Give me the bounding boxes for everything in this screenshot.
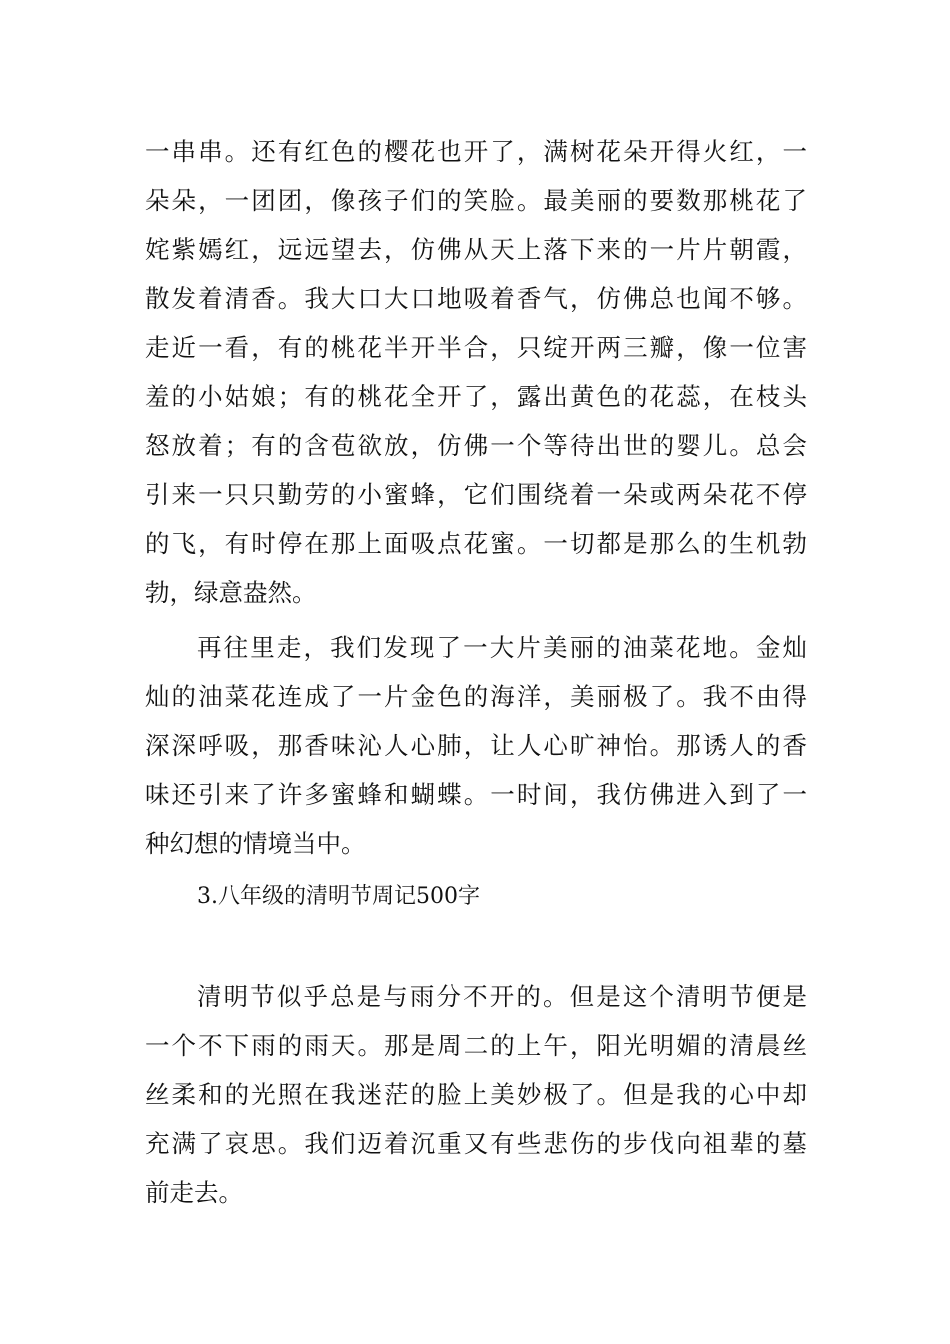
paragraph-line: 清明节似乎总是与雨分不开的。但是这个清明节便是 (197, 982, 807, 1011)
paragraph-line: 散发着清香。我大口大口地吸着香气，仿佛总也闻不够。 (145, 284, 807, 313)
paragraph-line: 的飞，有时停在那上面吸点花蜜。一切都是那么的生机勃 (145, 529, 807, 558)
paragraph-line: 丝柔和的光照在我迷茫的脸上美妙极了。但是我的心中却 (145, 1080, 807, 1109)
paragraph-line: 走近一看，有的桃花半开半合，只绽开两三瓣，像一位害 (145, 333, 807, 362)
section-heading: 3.八年级的清明节周记500字 (197, 884, 480, 909)
paragraph-line: 勃，绿意盎然。 (145, 578, 317, 607)
paragraph-line: 深深呼吸，那香味沁人心肺，让人心旷神怡。那诱人的香 (145, 731, 807, 760)
paragraph-line: 怒放着；有的含苞欲放，仿佛一个等待出世的婴儿。总会 (145, 431, 807, 460)
paragraph-line: 灿的油菜花连成了一片金色的海洋，美丽极了。我不由得 (145, 682, 807, 711)
paragraph-line: 充满了哀思。我们迈着沉重又有些悲伤的步伐向祖辈的墓 (145, 1129, 807, 1158)
paragraph-line: 一个不下雨的雨天。那是周二的上午，阳光明媚的清晨丝 (145, 1031, 807, 1060)
paragraph-line: 一串串。还有红色的樱花也开了，满树花朵开得火红，一 (145, 137, 807, 166)
paragraph-line: 再往里走，我们发现了一大片美丽的油菜花地。金灿 (197, 633, 807, 662)
paragraph-line: 羞的小姑娘；有的桃花全开了，露出黄色的花蕊，在枝头 (145, 382, 807, 411)
paragraph-line: 引来一只只勤劳的小蜜蜂，它们围绕着一朵或两朵花不停 (145, 480, 807, 509)
paragraph-line: 前走去。 (145, 1178, 243, 1207)
paragraph-line: 朵朵，一团团，像孩子们的笑脸。最美丽的要数那桃花了 (145, 186, 807, 215)
paragraph-line: 味还引来了许多蜜蜂和蝴蝶。一时间，我仿佛进入到了一 (145, 780, 807, 809)
paragraph-line: 种幻想的情境当中。 (145, 829, 366, 858)
paragraph-line: 姹紫嫣红，远远望去，仿佛从天上落下来的一片片朝霞， (145, 235, 807, 264)
